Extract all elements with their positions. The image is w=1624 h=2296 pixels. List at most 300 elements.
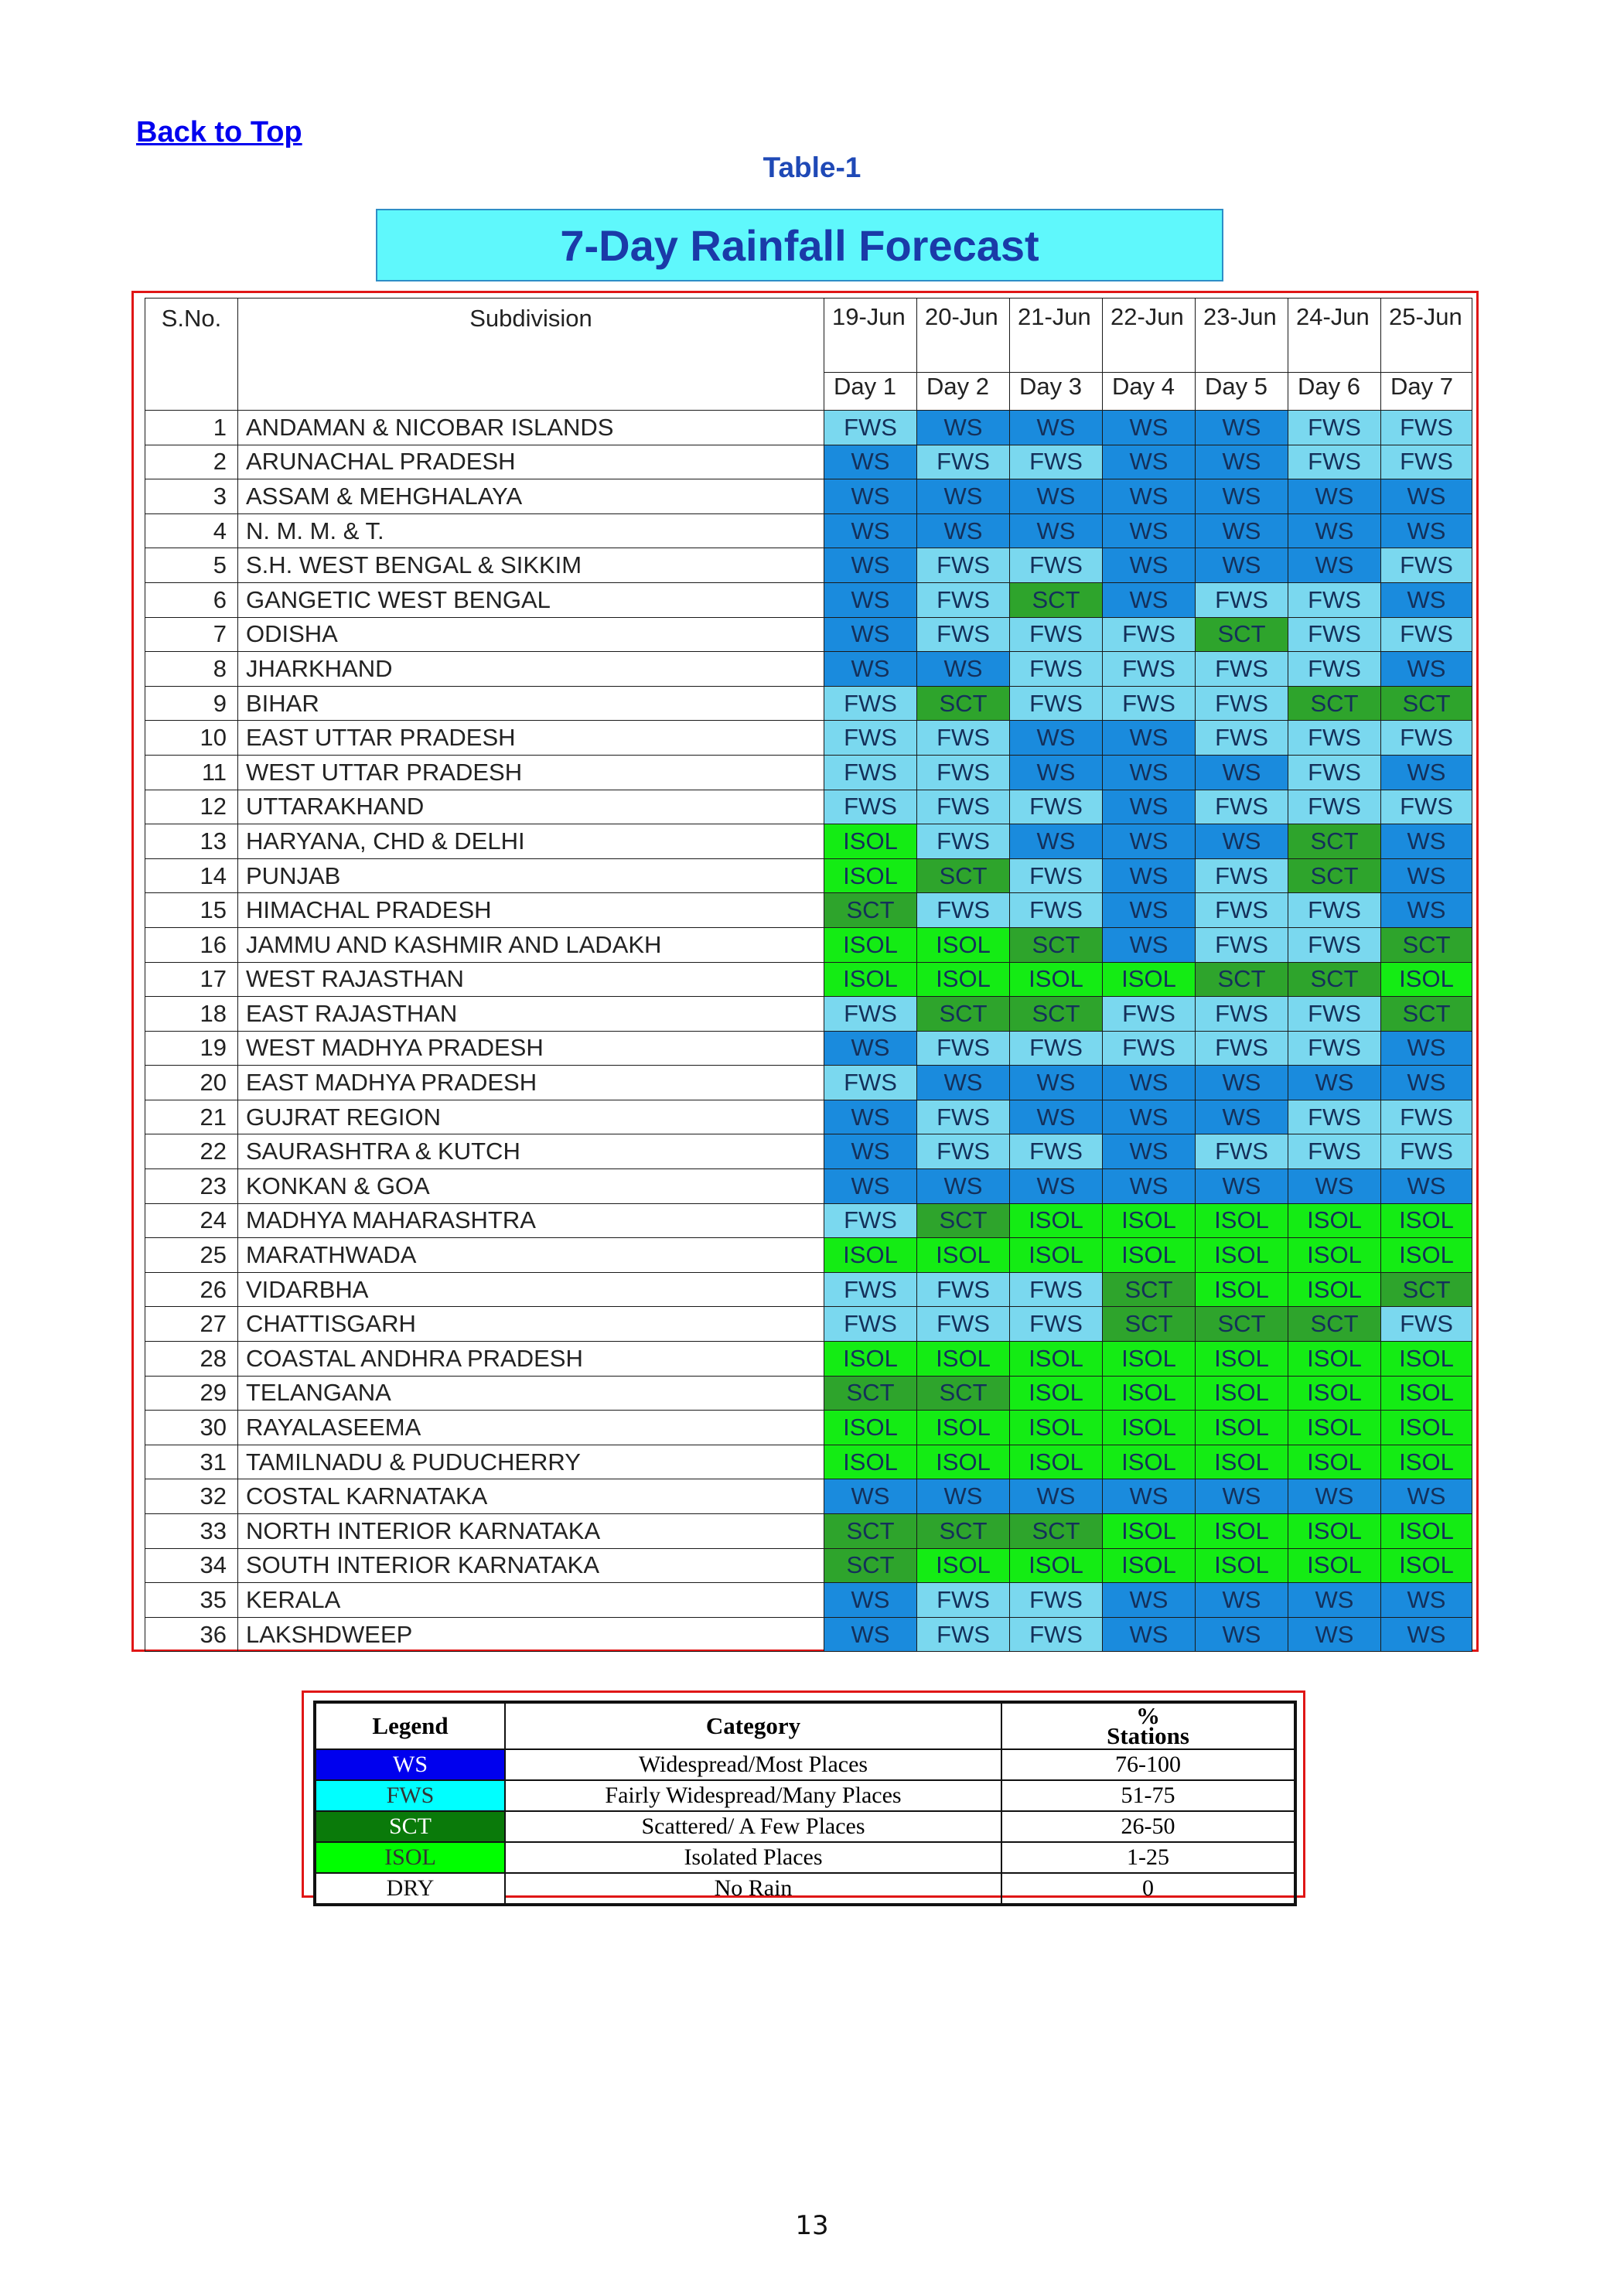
row-sno: 4 xyxy=(145,513,238,548)
forecast-cell: WS xyxy=(1103,513,1196,548)
forecast-cell: WS xyxy=(1103,824,1196,859)
forecast-cell: ISOL xyxy=(1288,1514,1381,1549)
row-sno: 9 xyxy=(145,686,238,721)
forecast-cell: WS xyxy=(1010,479,1103,514)
forecast-cell: ISOL xyxy=(1381,1548,1472,1583)
row-sno: 8 xyxy=(145,652,238,687)
forecast-cell: WS xyxy=(1288,548,1381,583)
forecast-cell: WS xyxy=(1381,1479,1472,1514)
row-subdivision: NORTH INTERIOR KARNATAKA xyxy=(238,1514,824,1549)
forecast-cell: ISOL xyxy=(1010,1203,1103,1238)
forecast-cell: FWS xyxy=(1196,582,1288,617)
forecast-cell: SCT xyxy=(917,1514,1010,1549)
forecast-cell: WS xyxy=(1103,755,1196,790)
table-row xyxy=(145,513,1472,548)
row-sno: 33 xyxy=(145,1514,238,1549)
forecast-cell: FWS xyxy=(917,1617,1010,1652)
forecast-cell: ISOL xyxy=(1196,1238,1288,1273)
forecast-cell: ISOL xyxy=(1381,1203,1472,1238)
forecast-cell: ISOL xyxy=(1196,1203,1288,1238)
forecast-cell: ISOL xyxy=(1010,1342,1103,1377)
table-row xyxy=(145,1203,1472,1238)
forecast-cell: FWS xyxy=(1381,445,1472,479)
forecast-cell: FWS xyxy=(1288,721,1381,756)
row-subdivision: HARYANA, CHD & DELHI xyxy=(238,824,824,859)
table-row xyxy=(145,893,1472,928)
forecast-cell: ISOL xyxy=(1196,1376,1288,1411)
forecast-cell: WS xyxy=(1381,652,1472,687)
forecast-cell: ISOL xyxy=(1196,1445,1288,1479)
forecast-cell: FWS xyxy=(1196,721,1288,756)
forecast-cell: WS xyxy=(1196,513,1288,548)
forecast-cell: ISOL xyxy=(1196,1514,1288,1549)
forecast-cell: WS xyxy=(1381,824,1472,859)
legend-category: Fairly Widespread/Many Places xyxy=(505,1780,1001,1811)
forecast-cell: FWS xyxy=(1288,1031,1381,1066)
row-subdivision: KERALA xyxy=(238,1583,824,1618)
forecast-cell: WS xyxy=(824,1169,917,1204)
legend-header-row xyxy=(315,1702,1295,1749)
forecast-cell: ISOL xyxy=(1103,1342,1196,1377)
row-subdivision: MARATHWADA xyxy=(238,1238,824,1273)
table-row xyxy=(145,1617,1472,1652)
forecast-cell: WS xyxy=(1196,445,1288,479)
row-sno: 27 xyxy=(145,1307,238,1342)
forecast-cell: FWS xyxy=(824,1272,917,1307)
forecast-cell: ISOL xyxy=(1381,962,1472,997)
header-date: 25-Jun xyxy=(1381,299,1472,373)
forecast-cell: SCT xyxy=(1010,1514,1103,1549)
forecast-cell: WS xyxy=(1288,1066,1381,1100)
forecast-cell: ISOL xyxy=(1103,1445,1196,1479)
row-subdivision: WEST RAJASTHAN xyxy=(238,962,824,997)
forecast-cell: ISOL xyxy=(1381,1411,1472,1445)
forecast-cell: FWS xyxy=(1103,997,1196,1032)
forecast-cell: FWS xyxy=(1381,548,1472,583)
forecast-title: 7-Day Rainfall Forecast xyxy=(376,209,1223,281)
row-subdivision: SAURASHTRA & KUTCH xyxy=(238,1134,824,1169)
forecast-cell: FWS xyxy=(1010,548,1103,583)
row-sno: 16 xyxy=(145,927,238,962)
table-row xyxy=(145,548,1472,583)
forecast-cell: ISOL xyxy=(1010,1445,1103,1479)
row-subdivision: CHATTISGARH xyxy=(238,1307,824,1342)
forecast-cell: ISOL xyxy=(1381,1376,1472,1411)
forecast-cell: WS xyxy=(1103,1169,1196,1204)
forecast-cell: FWS xyxy=(1196,893,1288,928)
row-subdivision: TELANGANA xyxy=(238,1376,824,1411)
header-day: Day 7 xyxy=(1381,373,1472,411)
forecast-cell: FWS xyxy=(1196,790,1288,824)
row-subdivision: PUNJAB xyxy=(238,858,824,893)
forecast-cell: WS xyxy=(824,617,917,652)
row-sno: 12 xyxy=(145,790,238,824)
row-subdivision: LAKSHDWEEP xyxy=(238,1617,824,1652)
forecast-cell: FWS xyxy=(1010,1583,1103,1618)
row-subdivision: COSTAL KARNATAKA xyxy=(238,1479,824,1514)
forecast-cell: WS xyxy=(824,1583,917,1618)
forecast-cell: FWS xyxy=(824,997,917,1032)
header-subdivision: Subdivision xyxy=(238,299,824,411)
legend-header-stations-line1: % xyxy=(1136,1702,1160,1729)
row-sno: 3 xyxy=(145,479,238,514)
forecast-cell: SCT xyxy=(917,997,1010,1032)
forecast-cell: FWS xyxy=(1288,652,1381,687)
forecast-cell: SCT xyxy=(1196,1307,1288,1342)
header-day: Day 6 xyxy=(1288,373,1381,411)
forecast-cell: ISOL xyxy=(917,1548,1010,1583)
row-subdivision: TAMILNADU & PUDUCHERRY xyxy=(238,1445,824,1479)
forecast-cell: FWS xyxy=(917,1134,1010,1169)
forecast-cell: FWS xyxy=(917,1272,1010,1307)
table-row xyxy=(145,686,1472,721)
forecast-cell: ISOL xyxy=(1196,1272,1288,1307)
row-sno: 31 xyxy=(145,1445,238,1479)
forecast-cell: SCT xyxy=(1381,997,1472,1032)
forecast-cell: FWS xyxy=(917,548,1010,583)
forecast-cell: WS xyxy=(824,445,917,479)
row-sno: 13 xyxy=(145,824,238,859)
forecast-cell: ISOL xyxy=(1103,1203,1196,1238)
row-sno: 25 xyxy=(145,1238,238,1273)
table-row xyxy=(145,445,1472,479)
forecast-cell: ISOL xyxy=(1010,1411,1103,1445)
forecast-cell: FWS xyxy=(1103,617,1196,652)
table-row xyxy=(145,1445,1472,1479)
forecast-cell: WS xyxy=(824,1031,917,1066)
page-number: 13 xyxy=(795,2210,829,2241)
forecast-cell: WS xyxy=(917,479,1010,514)
row-sno: 29 xyxy=(145,1376,238,1411)
legend-frame xyxy=(302,1690,1305,1901)
forecast-cell: FWS xyxy=(917,824,1010,859)
row-sno: 18 xyxy=(145,997,238,1032)
forecast-cell: ISOL xyxy=(1010,962,1103,997)
back-to-top-link[interactable]: Back to Top xyxy=(136,116,302,148)
forecast-cell: ISOL xyxy=(1288,1203,1381,1238)
forecast-cell: FWS xyxy=(1103,686,1196,721)
table-row xyxy=(145,1100,1472,1134)
forecast-cell: FWS xyxy=(1010,1134,1103,1169)
row-subdivision: SOUTH INTERIOR KARNATAKA xyxy=(238,1548,824,1583)
table-row xyxy=(145,824,1472,859)
forecast-cell: WS xyxy=(1288,513,1381,548)
legend-stations: 1-25 xyxy=(1001,1842,1295,1873)
forecast-cell: SCT xyxy=(917,1376,1010,1411)
forecast-cell: FWS xyxy=(824,1307,917,1342)
forecast-cell: ISOL xyxy=(917,962,1010,997)
legend-code: ISOL xyxy=(315,1842,505,1873)
forecast-cell: FWS xyxy=(1288,790,1381,824)
forecast-cell: ISOL xyxy=(917,1411,1010,1445)
forecast-cell: SCT xyxy=(1381,1272,1472,1307)
forecast-cell: FWS xyxy=(1288,1134,1381,1169)
forecast-cell: WS xyxy=(1103,721,1196,756)
forecast-cell: FWS xyxy=(917,1100,1010,1134)
forecast-cell: WS xyxy=(1288,479,1381,514)
table-row xyxy=(145,1066,1472,1100)
forecast-cell: WS xyxy=(1381,1169,1472,1204)
table-row xyxy=(145,411,1472,445)
row-subdivision: ANDAMAN & NICOBAR ISLANDS xyxy=(238,411,824,445)
row-subdivision: ODISHA xyxy=(238,617,824,652)
legend-category: No Rain xyxy=(505,1873,1001,1905)
forecast-cell: SCT xyxy=(824,1514,917,1549)
table-row xyxy=(145,479,1472,514)
legend-table xyxy=(313,1701,1297,1906)
forecast-cell: ISOL xyxy=(824,824,917,859)
forecast-cell: FWS xyxy=(1010,617,1103,652)
forecast-cell: ISOL xyxy=(1288,1548,1381,1583)
forecast-cell: WS xyxy=(1010,411,1103,445)
forecast-cell: FWS xyxy=(1196,686,1288,721)
forecast-cell: ISOL xyxy=(917,927,1010,962)
forecast-cell: ISOL xyxy=(1288,1272,1381,1307)
forecast-cell: FWS xyxy=(1381,790,1472,824)
forecast-cell: WS xyxy=(917,1169,1010,1204)
row-subdivision: WEST MADHYA PRADESH xyxy=(238,1031,824,1066)
forecast-cell: WS xyxy=(1381,479,1472,514)
row-sno: 14 xyxy=(145,858,238,893)
row-subdivision: S.H. WEST BENGAL & SIKKIM xyxy=(238,548,824,583)
forecast-cell: FWS xyxy=(1196,997,1288,1032)
header-day: Day 2 xyxy=(917,373,1010,411)
row-subdivision: WEST UTTAR PRADESH xyxy=(238,755,824,790)
forecast-cell: WS xyxy=(1010,1066,1103,1100)
row-subdivision: EAST UTTAR PRADESH xyxy=(238,721,824,756)
forecast-cell: WS xyxy=(1196,1169,1288,1204)
table-row xyxy=(145,858,1472,893)
forecast-body xyxy=(145,411,1472,1652)
forecast-cell: WS xyxy=(917,513,1010,548)
forecast-cell: WS xyxy=(1010,513,1103,548)
forecast-cell: FWS xyxy=(1010,445,1103,479)
table-row xyxy=(145,1411,1472,1445)
row-sno: 36 xyxy=(145,1617,238,1652)
legend-category: Widespread/Most Places xyxy=(505,1749,1001,1780)
forecast-cell: FWS xyxy=(1288,893,1381,928)
forecast-cell: WS xyxy=(1010,1100,1103,1134)
forecast-cell: ISOL xyxy=(917,1342,1010,1377)
header-date: 19-Jun xyxy=(824,299,917,373)
forecast-cell: FWS xyxy=(917,1583,1010,1618)
header-sno: S.No. xyxy=(145,299,238,411)
header-date: 20-Jun xyxy=(917,299,1010,373)
row-subdivision: EAST RAJASTHAN xyxy=(238,997,824,1032)
row-subdivision: RAYALASEEMA xyxy=(238,1411,824,1445)
forecast-cell: ISOL xyxy=(824,858,917,893)
forecast-cell: FWS xyxy=(1381,1134,1472,1169)
table-row xyxy=(145,1514,1472,1549)
forecast-cell: FWS xyxy=(1010,1307,1103,1342)
forecast-cell: FWS xyxy=(917,755,1010,790)
legend-stations: 51-75 xyxy=(1001,1780,1295,1811)
forecast-cell: WS xyxy=(824,1617,917,1652)
forecast-cell: FWS xyxy=(1288,411,1381,445)
table-row xyxy=(145,1272,1472,1307)
legend-stations: 0 xyxy=(1001,1873,1295,1905)
forecast-cell: SCT xyxy=(1381,686,1472,721)
legend-row xyxy=(315,1780,1295,1811)
forecast-cell: WS xyxy=(1196,1583,1288,1618)
header-day: Day 1 xyxy=(824,373,917,411)
forecast-cell: ISOL xyxy=(1288,1411,1381,1445)
legend-row xyxy=(315,1749,1295,1780)
forecast-cell: ISOL xyxy=(1010,1376,1103,1411)
forecast-cell: FWS xyxy=(1288,997,1381,1032)
forecast-cell: ISOL xyxy=(1103,1411,1196,1445)
forecast-cell: SCT xyxy=(1288,1307,1381,1342)
forecast-cell: SCT xyxy=(917,1203,1010,1238)
row-subdivision: VIDARBHA xyxy=(238,1272,824,1307)
forecast-cell: FWS xyxy=(1196,927,1288,962)
row-sno: 24 xyxy=(145,1203,238,1238)
forecast-cell: ISOL xyxy=(824,1411,917,1445)
row-sno: 19 xyxy=(145,1031,238,1066)
forecast-cell: FWS xyxy=(1381,411,1472,445)
row-subdivision: EAST MADHYA PRADESH xyxy=(238,1066,824,1100)
forecast-cell: ISOL xyxy=(824,1445,917,1479)
table-row xyxy=(145,721,1472,756)
forecast-cell: SCT xyxy=(1103,1272,1196,1307)
row-sno: 26 xyxy=(145,1272,238,1307)
forecast-cell: ISOL xyxy=(824,962,917,997)
forecast-cell: SCT xyxy=(1381,927,1472,962)
header-row-dates xyxy=(145,299,1472,373)
forecast-cell: SCT xyxy=(1010,997,1103,1032)
forecast-cell: WS xyxy=(1196,1066,1288,1100)
forecast-cell: FWS xyxy=(1196,1031,1288,1066)
forecast-cell: FWS xyxy=(1196,1134,1288,1169)
forecast-cell: WS xyxy=(1103,858,1196,893)
forecast-cell: SCT xyxy=(824,1548,917,1583)
row-sno: 15 xyxy=(145,893,238,928)
forecast-cell: FWS xyxy=(1010,790,1103,824)
table-row xyxy=(145,997,1472,1032)
forecast-cell: ISOL xyxy=(824,927,917,962)
forecast-cell: WS xyxy=(1103,1134,1196,1169)
forecast-cell: WS xyxy=(824,513,917,548)
forecast-table xyxy=(145,298,1472,1652)
forecast-cell: WS xyxy=(1381,582,1472,617)
row-sno: 17 xyxy=(145,962,238,997)
row-sno: 5 xyxy=(145,548,238,583)
forecast-cell: FWS xyxy=(1288,445,1381,479)
forecast-cell: WS xyxy=(824,1479,917,1514)
legend-code: SCT xyxy=(315,1811,505,1842)
forecast-cell: FWS xyxy=(1381,721,1472,756)
forecast-cell: ISOL xyxy=(1103,1238,1196,1273)
legend-row xyxy=(315,1842,1295,1873)
forecast-cell: WS xyxy=(1103,411,1196,445)
forecast-cell: WS xyxy=(917,652,1010,687)
row-subdivision: UTTARAKHAND xyxy=(238,790,824,824)
forecast-cell: WS xyxy=(917,1066,1010,1100)
forecast-cell: WS xyxy=(1010,755,1103,790)
forecast-cell: SCT xyxy=(1288,858,1381,893)
header-day: Day 5 xyxy=(1196,373,1288,411)
forecast-cell: FWS xyxy=(917,721,1010,756)
forecast-cell: WS xyxy=(1381,1617,1472,1652)
row-sno: 23 xyxy=(145,1169,238,1204)
forecast-cell: FWS xyxy=(824,686,917,721)
table-row xyxy=(145,1134,1472,1169)
row-subdivision: COASTAL ANDHRA PRADESH xyxy=(238,1342,824,1377)
row-sno: 22 xyxy=(145,1134,238,1169)
legend-header-category: Category xyxy=(505,1702,1001,1749)
row-sno: 28 xyxy=(145,1342,238,1377)
legend-code: WS xyxy=(315,1749,505,1780)
forecast-cell: WS xyxy=(824,1134,917,1169)
forecast-cell: ISOL xyxy=(1103,1548,1196,1583)
table-row xyxy=(145,1376,1472,1411)
table-row xyxy=(145,617,1472,652)
forecast-cell: FWS xyxy=(917,582,1010,617)
legend-row xyxy=(315,1873,1295,1905)
legend-header-stations-line2: Stations xyxy=(1107,1722,1189,1749)
row-subdivision: HIMACHAL PRADESH xyxy=(238,893,824,928)
table-row xyxy=(145,1548,1472,1583)
row-subdivision: JAMMU AND KASHMIR AND LADAKH xyxy=(238,927,824,962)
table-row xyxy=(145,1307,1472,1342)
forecast-cell: WS xyxy=(1103,479,1196,514)
legend-code: FWS xyxy=(315,1780,505,1811)
forecast-cell: WS xyxy=(1103,893,1196,928)
row-sno: 2 xyxy=(145,445,238,479)
forecast-cell: FWS xyxy=(824,411,917,445)
forecast-cell: FWS xyxy=(917,893,1010,928)
forecast-cell: WS xyxy=(1103,927,1196,962)
forecast-cell: FWS xyxy=(1381,617,1472,652)
forecast-cell: FWS xyxy=(1288,582,1381,617)
forecast-cell: WS xyxy=(1103,1066,1196,1100)
forecast-cell: ISOL xyxy=(1381,1238,1472,1273)
forecast-cell: WS xyxy=(1381,893,1472,928)
forecast-cell: FWS xyxy=(1288,755,1381,790)
forecast-cell: FWS xyxy=(824,755,917,790)
row-sno: 6 xyxy=(145,582,238,617)
forecast-cell: FWS xyxy=(824,790,917,824)
forecast-cell: FWS xyxy=(1010,1272,1103,1307)
forecast-cell: FWS xyxy=(917,1031,1010,1066)
forecast-cell: WS xyxy=(1103,1479,1196,1514)
table-row xyxy=(145,755,1472,790)
table-row xyxy=(145,582,1472,617)
forecast-cell: FWS xyxy=(1010,858,1103,893)
forecast-cell: ISOL xyxy=(1103,1376,1196,1411)
forecast-cell: FWS xyxy=(1381,1307,1472,1342)
legend-header-legend: Legend xyxy=(315,1702,505,1749)
forecast-cell: WS xyxy=(1288,1479,1381,1514)
table-row xyxy=(145,1238,1472,1273)
forecast-cell: ISOL xyxy=(1288,1445,1381,1479)
forecast-cell: WS xyxy=(1288,1583,1381,1618)
forecast-cell: WS xyxy=(1010,1479,1103,1514)
forecast-cell: ISOL xyxy=(1010,1238,1103,1273)
table-row xyxy=(145,1342,1472,1377)
header-date: 24-Jun xyxy=(1288,299,1381,373)
row-subdivision: MADHYA MAHARASHTRA xyxy=(238,1203,824,1238)
forecast-cell: ISOL xyxy=(1196,1411,1288,1445)
forecast-cell: WS xyxy=(1103,1617,1196,1652)
table-row xyxy=(145,1479,1472,1514)
forecast-cell: WS xyxy=(1196,548,1288,583)
table-row xyxy=(145,962,1472,997)
forecast-cell: SCT xyxy=(1010,582,1103,617)
table-row xyxy=(145,652,1472,687)
forecast-cell: FWS xyxy=(824,1203,917,1238)
row-subdivision: GUJRAT REGION xyxy=(238,1100,824,1134)
